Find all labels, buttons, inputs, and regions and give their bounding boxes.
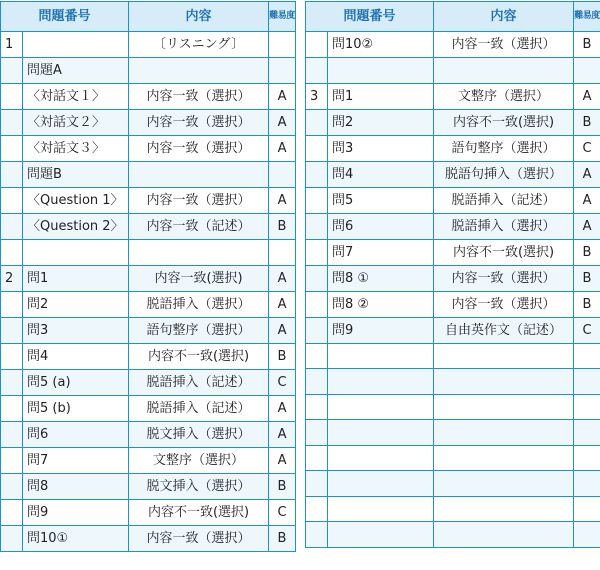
table-header-row <box>1 2 296 32</box>
cell-content: 文整序（選択） <box>434 83 574 109</box>
cell-content: 語句整序（選択） <box>434 135 574 161</box>
table-row <box>1 32 296 58</box>
header-number: 問題番号 <box>306 2 434 32</box>
cell-difficulty: A <box>574 83 600 109</box>
table-row <box>306 265 600 291</box>
cell-difficulty <box>269 32 296 58</box>
table-row <box>1 421 296 447</box>
cell-question-number <box>328 496 434 522</box>
cell-question-number: 問3 <box>23 317 129 343</box>
cell-difficulty <box>574 420 600 446</box>
header-difficulty: 難易度 <box>269 2 296 32</box>
table-row <box>1 240 296 266</box>
cell-section <box>306 213 328 239</box>
cell-question-number <box>23 240 129 266</box>
table-row <box>1 265 296 291</box>
table-row <box>306 445 600 471</box>
cell-content: 内容一致（選択） <box>434 291 574 317</box>
cell-content: 脱語挿入（記述） <box>434 187 574 213</box>
cell-content: 内容不一致(選択) <box>129 499 269 525</box>
table-row <box>306 135 600 161</box>
cell-question-number: 問10① <box>23 525 129 551</box>
cell-section <box>306 471 328 497</box>
cell-question-number: 〈対話文１〉 <box>23 84 129 110</box>
table-row <box>1 136 296 162</box>
cell-difficulty <box>574 496 600 522</box>
cell-question-number <box>328 522 434 548</box>
cell-question-number: 問2 <box>328 109 434 135</box>
table-row <box>1 58 296 84</box>
cell-content <box>434 496 574 522</box>
question-table-left <box>0 1 296 552</box>
table-row <box>306 109 600 135</box>
cell-difficulty: A <box>269 447 296 473</box>
question-table-right <box>305 1 600 548</box>
cell-section <box>306 496 328 522</box>
cell-question-number: 問3 <box>328 135 434 161</box>
cell-section <box>306 32 328 58</box>
header-difficulty: 難易度 <box>574 2 600 32</box>
cell-content <box>434 445 574 471</box>
cell-question-number <box>328 394 434 420</box>
cell-content <box>434 394 574 420</box>
cell-section <box>306 109 328 135</box>
table-row <box>306 187 600 213</box>
cell-section <box>306 291 328 317</box>
cell-content: 脱語挿入（選択） <box>129 291 269 317</box>
cell-question-number: 問8 ① <box>328 265 434 291</box>
cell-section <box>306 135 328 161</box>
table-row <box>1 84 296 110</box>
cell-content <box>434 369 574 395</box>
cell-section <box>1 343 23 369</box>
cell-content: 脱文挿入（選択） <box>129 473 269 499</box>
cell-content: 脱語挿入（記述） <box>129 395 269 421</box>
table-row <box>306 32 600 58</box>
cell-difficulty: B <box>269 525 296 551</box>
cell-question-number: 問9 <box>23 499 129 525</box>
cell-section <box>1 473 23 499</box>
cell-difficulty: A <box>269 110 296 136</box>
cell-question-number: 問8 ② <box>328 291 434 317</box>
cell-difficulty <box>574 394 600 420</box>
cell-difficulty: B <box>574 109 600 135</box>
table-row <box>306 83 600 109</box>
cell-difficulty: B <box>574 32 600 58</box>
cell-difficulty: C <box>269 499 296 525</box>
cell-question-number <box>328 343 434 369</box>
cell-section: 2 <box>1 265 23 291</box>
cell-content: 脱文挿入（選択） <box>129 421 269 447</box>
cell-section <box>306 445 328 471</box>
cell-question-number: 問5 (a) <box>23 369 129 395</box>
table-row <box>1 395 296 421</box>
table-row <box>306 394 600 420</box>
cell-content: 内容一致（選択） <box>129 136 269 162</box>
cell-content <box>434 471 574 497</box>
cell-difficulty: B <box>269 473 296 499</box>
cell-difficulty: A <box>574 213 600 239</box>
cell-content: 内容不一致(選択) <box>434 239 574 265</box>
cell-content <box>434 420 574 446</box>
cell-difficulty <box>269 162 296 188</box>
cell-content: 脱語挿入（記述） <box>129 369 269 395</box>
cell-section <box>306 161 328 187</box>
cell-section <box>1 395 23 421</box>
cell-question-number: 問1 <box>328 83 434 109</box>
cell-section <box>306 317 328 343</box>
cell-question-number: 問9 <box>328 317 434 343</box>
cell-question-number: 問5 <box>328 187 434 213</box>
table-row <box>306 317 600 343</box>
cell-difficulty: B <box>574 265 600 291</box>
cell-question-number: 問1 <box>23 265 129 291</box>
cell-difficulty: B <box>269 343 296 369</box>
cell-difficulty: A <box>269 421 296 447</box>
table-header-row <box>306 2 600 32</box>
table-row <box>306 522 600 548</box>
cell-section <box>306 239 328 265</box>
cell-section <box>1 84 23 110</box>
cell-difficulty <box>574 58 600 84</box>
cell-difficulty: A <box>269 395 296 421</box>
cell-section <box>1 162 23 188</box>
cell-section <box>1 136 23 162</box>
cell-difficulty <box>269 240 296 266</box>
cell-question-number: 問題A <box>23 58 129 84</box>
cell-difficulty: A <box>269 317 296 343</box>
table-row <box>1 214 296 240</box>
cell-section <box>1 58 23 84</box>
cell-section <box>1 525 23 551</box>
cell-content: 自由英作文（記述） <box>434 317 574 343</box>
cell-content: 内容一致（選択） <box>129 84 269 110</box>
cell-section <box>306 265 328 291</box>
table-row <box>1 473 296 499</box>
table-body-right <box>306 32 600 548</box>
cell-section <box>1 421 23 447</box>
cell-question-number: 問6 <box>328 213 434 239</box>
table-row <box>1 447 296 473</box>
cell-content: 内容一致（選択） <box>129 525 269 551</box>
cell-section <box>306 420 328 446</box>
cell-difficulty <box>574 522 600 548</box>
table-row <box>1 188 296 214</box>
cell-section <box>1 447 23 473</box>
table-row <box>1 291 296 317</box>
table-row <box>306 343 600 369</box>
table-row <box>306 161 600 187</box>
table-row <box>306 369 600 395</box>
table-body-left <box>1 32 296 552</box>
cell-difficulty: A <box>574 187 600 213</box>
cell-difficulty <box>574 445 600 471</box>
cell-section <box>1 369 23 395</box>
cell-content: 脱語句挿入（選択） <box>434 161 574 187</box>
cell-content: 内容一致（選択） <box>434 32 574 58</box>
table-row <box>1 162 296 188</box>
cell-question-number: 問4 <box>328 161 434 187</box>
cell-question-number: 〈対話文３〉 <box>23 136 129 162</box>
cell-difficulty: B <box>574 291 600 317</box>
cell-question-number <box>23 32 129 58</box>
cell-difficulty: C <box>574 317 600 343</box>
cell-question-number: 〈対話文２〉 <box>23 110 129 136</box>
cell-question-number <box>328 58 434 84</box>
cell-question-number: 問5 (b) <box>23 395 129 421</box>
cell-content: 内容不一致(選択) <box>434 109 574 135</box>
header-content: 内容 <box>434 2 574 32</box>
cell-question-number: 問8 <box>23 473 129 499</box>
cell-question-number: 問10② <box>328 32 434 58</box>
cell-question-number <box>328 445 434 471</box>
cell-difficulty: A <box>574 161 600 187</box>
header-number: 問題番号 <box>1 2 129 32</box>
cell-section <box>1 240 23 266</box>
cell-content <box>129 240 269 266</box>
cell-question-number: 問題B <box>23 162 129 188</box>
table-row <box>306 58 600 84</box>
cell-section <box>1 499 23 525</box>
cell-difficulty <box>574 343 600 369</box>
cell-question-number: 〈Question 2〉 <box>23 214 129 240</box>
cell-difficulty <box>574 369 600 395</box>
cell-section <box>306 343 328 369</box>
cell-difficulty: A <box>269 265 296 291</box>
cell-content: 内容一致（記述） <box>129 214 269 240</box>
table-row <box>1 369 296 395</box>
cell-difficulty: C <box>269 369 296 395</box>
cell-question-number <box>328 369 434 395</box>
table-row <box>306 291 600 317</box>
cell-content: 文整序（選択） <box>129 447 269 473</box>
cell-content <box>129 162 269 188</box>
cell-section <box>1 188 23 214</box>
cell-section <box>1 110 23 136</box>
cell-difficulty <box>269 58 296 84</box>
table-row <box>1 110 296 136</box>
table-row <box>1 525 296 551</box>
cell-question-number <box>328 420 434 446</box>
table-row <box>306 239 600 265</box>
cell-section <box>306 522 328 548</box>
cell-difficulty <box>574 471 600 497</box>
table-row <box>306 420 600 446</box>
cell-difficulty: A <box>269 136 296 162</box>
cell-question-number: 問6 <box>23 421 129 447</box>
cell-content: 内容一致（選択） <box>129 110 269 136</box>
cell-content: 語句整序（選択） <box>129 317 269 343</box>
cell-content <box>434 343 574 369</box>
cell-question-number: 〈Question 1〉 <box>23 188 129 214</box>
table-row <box>1 343 296 369</box>
cell-content: 〔リスニング〕 <box>129 32 269 58</box>
cell-section <box>1 214 23 240</box>
cell-section <box>1 317 23 343</box>
cell-question-number: 問7 <box>328 239 434 265</box>
cell-content: 内容不一致(選択) <box>129 343 269 369</box>
cell-content: 脱語挿入（選択） <box>434 213 574 239</box>
cell-content: 内容一致（選択） <box>129 188 269 214</box>
cell-question-number: 問7 <box>23 447 129 473</box>
table-row <box>306 471 600 497</box>
header-content: 内容 <box>129 2 269 32</box>
cell-section: 3 <box>306 83 328 109</box>
cell-content: 内容一致（選択） <box>434 265 574 291</box>
cell-section <box>306 58 328 84</box>
table-row <box>306 496 600 522</box>
table-row <box>306 213 600 239</box>
cell-difficulty: C <box>574 135 600 161</box>
cell-section <box>1 291 23 317</box>
cell-content <box>434 522 574 548</box>
cell-section <box>306 369 328 395</box>
cell-question-number: 問2 <box>23 291 129 317</box>
cell-content: 内容一致(選択) <box>129 265 269 291</box>
cell-content <box>129 58 269 84</box>
cell-question-number <box>328 471 434 497</box>
cell-difficulty: B <box>269 214 296 240</box>
table-row <box>1 317 296 343</box>
cell-section: 1 <box>1 32 23 58</box>
cell-difficulty: A <box>269 291 296 317</box>
cell-difficulty: B <box>574 239 600 265</box>
table-row <box>1 499 296 525</box>
cell-section <box>306 394 328 420</box>
cell-content <box>434 58 574 84</box>
cell-question-number: 問4 <box>23 343 129 369</box>
cell-difficulty: A <box>269 188 296 214</box>
cell-difficulty: A <box>269 84 296 110</box>
cell-section <box>306 187 328 213</box>
